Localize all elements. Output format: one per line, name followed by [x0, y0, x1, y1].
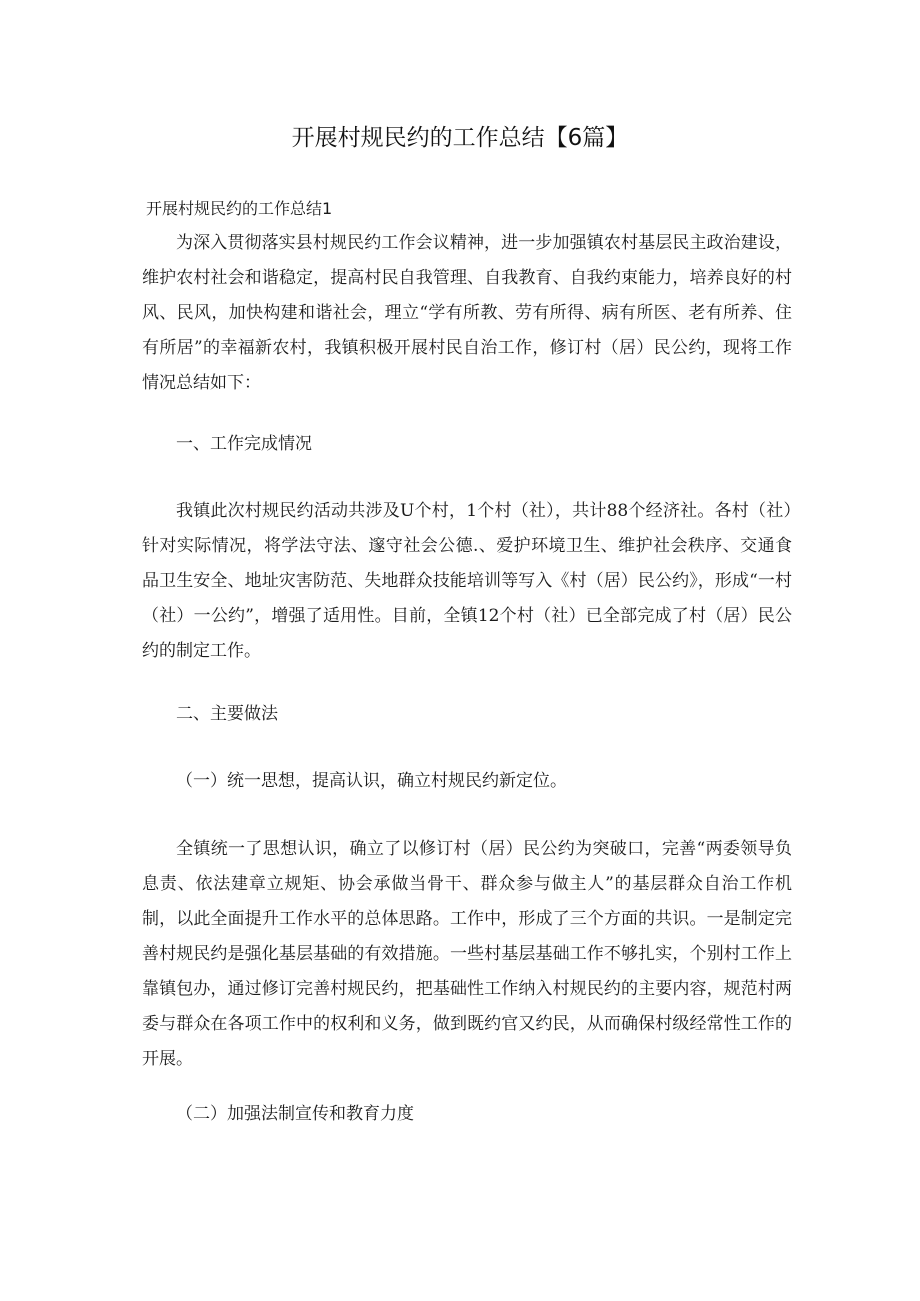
- section-heading-methods: 二、主要做法: [176, 704, 278, 724]
- subsection-heading-legal-education: （二）加强法制宣传和教育力度: [176, 1104, 414, 1124]
- section-heading-completion: 一、工作完成情况: [176, 434, 312, 454]
- intro-paragraph: 为深入贯彻落实县村规民约工作会议精神，进一步加强镇农村基层民主政治建设，维护农村社会和谐稳定，提高村民自我管理、自我教育、自我约束能力，培养良好的村风、民风，加快构建和谐社会，理立“学有所教、劳有所得、病有所医、老有所养、住有所居”的幸福新农村，我镇积极开展村民自治工作，修订村（居）民公约，现将工作情况总结如下：: [142, 233, 792, 393]
- document-title: 开展村规民约的工作总结【6篇】: [291, 125, 629, 151]
- unify-thinking-paragraph: 全镇统一了思想认识，确立了以修订村（居）民公约为突破口，完善“两委领导负息责、依法建章立规矩、协会承做当骨干、群众参与做主人”的基层群众自治工作机制，以此全面提升工作水平的总体思路。工作中，形成了三个方面的共识。一是制定完善村规民约是强化基层基础的有效措施。一些村基层基础工作不够扎实，个别村工作上靠镇包办，通过修订完善村规民约，把基础性工作纳入村规民约的主要内容，规范村两委与群众在各项工作中的权利和义务，做到既约官又约民，从而确保村级经常性工作的开展。: [142, 839, 792, 1069]
- subsection-heading-unify-thinking: （一）统一思想，提高认识，确立村规民约新定位。: [176, 771, 567, 791]
- section-subtitle: 开展村规民约的工作总结1: [146, 199, 333, 218]
- completion-paragraph: 我镇此次村规民约活动共涉及U个村，1个村（社），共计88个经济社。各村（社）针对实际情况，将学法守法、邃守社会公德.、爱护环境卫生、维护社会秩序、交通食品卫生安全、地址灾害防范、失地群众技能培训等写入《村（居）民公约》，形成“一村（社）一公约”，增强了适用性。目前，全镇12个村（社）已全部完成了村（居）民公约的制定工作。: [142, 501, 792, 661]
